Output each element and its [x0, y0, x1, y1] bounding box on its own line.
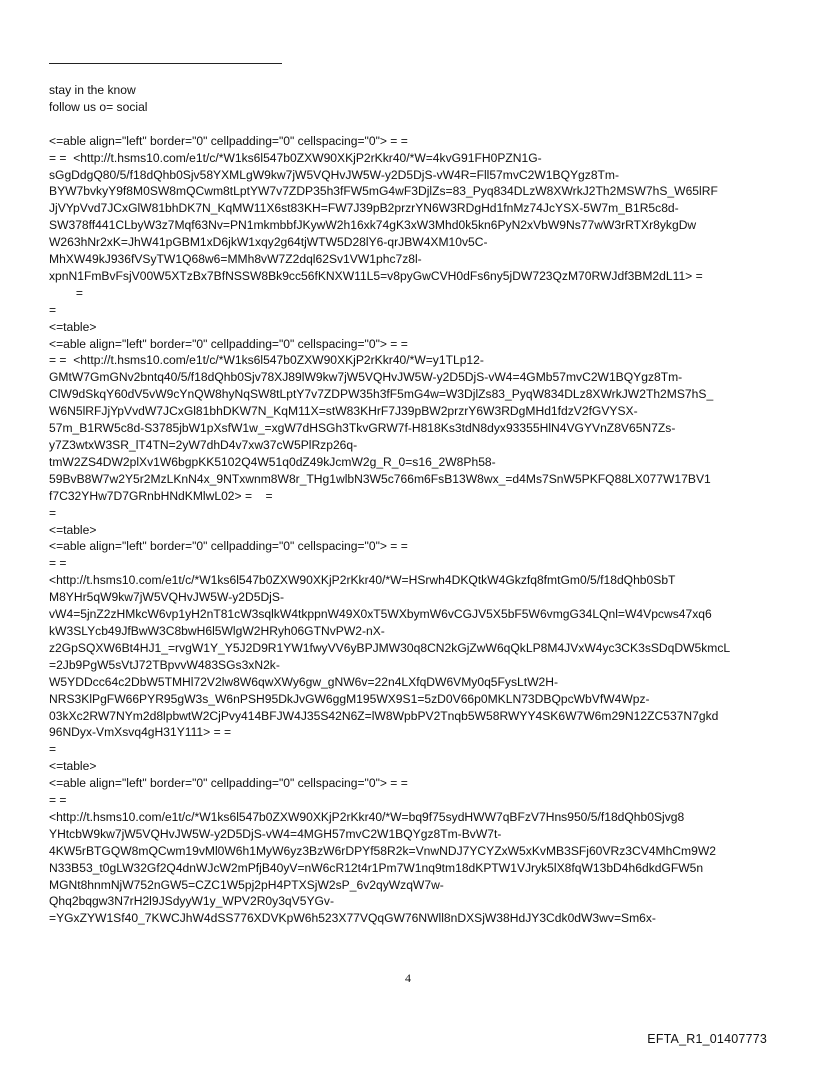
body-line: <=table>: [49, 759, 97, 774]
body-line: YHtcbW9kw7jW5VQHvJW5W-y2D5DjS-vW4=4MGH57mvC2W1BQYgz8Tm-BvW7t-: [49, 826, 502, 841]
body-line: y7Z3wtxW3SR_lT4TN=2yW7dhD4v7xw37cW5PlRzp26q-: [49, 438, 358, 453]
body-line: f7C32YHw7D7GRnbHNdKMlwL02> = =: [49, 488, 273, 503]
body-line: =: [49, 742, 57, 757]
body-line: = = <http://t.hsms10.com/e1t/c/*W1ks6l547b0ZXW90XKjP2rKkr40/*W=y1TLp12-: [49, 353, 484, 368]
body-line: M8YHr5qW9kw7jW5VQHvJW5W-y2D5DjS-: [49, 590, 284, 605]
body-line: BYW7bvkyY9f8M0SW8mQCwm8tLptYW7v7ZDP35h3fFW5mG4wF3DjlZs=83_Pyq834DLzW8XWrkJ2Th2MSW7hS_W65lRF: [49, 184, 718, 199]
separator-rule: [49, 63, 282, 64]
body-line: NRS3KlPgFW66PYR95gW3s_W6nPSH95DkJvGW6ggM195WX9S1=5zD0V66p0MKLN73DBQpcWbVfW4Wpz-: [49, 691, 650, 706]
body-line: tmW2ZS4DW2plXv1W6bgpKK5102Q4W51q0dZ49kJcmW2g_R_0=s16_2W8Ph58-: [49, 454, 496, 469]
body-line: W263hNr2xK=JhW41pGBM1xD6jkW1xqy2g64tjWTW5D28lY6-qrJBW4XM10v5C-: [49, 235, 488, 250]
body-line: <=able align="left" border="0" cellpadding="0" cellspacing="0"> = =: [49, 539, 408, 554]
body-line: =: [49, 302, 57, 317]
email-body: [49, 82, 769, 927]
body-line: 4KW5rBTGQW8mQCwm19vMl0W6h1MyW6yz3BzW6rDPYf58R2k=VnwNDJ7YCYZxW5xKvMB3SFj60VRz3CV4MhCm9W2: [49, 843, 716, 858]
body-line: SW378ff441CLbyW3z7Mqf63Nv=PN1mkmbbfJKywW2h16xk74gK3xW3Mhd0k5kn6PyN2xVbW9Ns77wW3rRTXr8ykgDw: [49, 218, 697, 233]
body-line: = =: [49, 793, 67, 808]
body-line: kW3SLYcb49JfBwW3C8bwH6l5WlgW2HRyh06GTNvPW2-nX-: [49, 623, 385, 638]
body-line: <http://t.hsms10.com/e1t/c/*W1ks6l547b0ZXW90XKjP2rKkr40/*W=bq9f75sydHWW7qBFzV7Hns950/5/f18dQhb0Sjvg8: [49, 809, 685, 824]
body-line: =: [49, 505, 57, 520]
body-line: N33B53_t0gLW32Gf2Q4dnWJcW2mPfjB40yV=nW6cR12t4r1Pm7W1nq9tm18dKPTW1VJryk5lX8fqW13bD4h6dkdGFW5n: [49, 860, 704, 875]
body-line: stay in the know: [49, 83, 136, 97]
body-line: GMtW7GmGNv2bntq40/5/f18dQhb0Sjv78XJ89lW9kw7jW5VQHvJW5W-y2D5DjS-vW4=4GMb57mvC2W1BQYgz8Tm-: [49, 370, 683, 385]
body-line: = =: [49, 556, 67, 571]
body-line: <=able align="left" border="0" cellpadding="0" cellspacing="0"> = =: [49, 133, 408, 148]
document-id: EFTA_R1_01407773: [647, 1032, 767, 1046]
body-line: MGNt8hnmNjW752nGW5=CZC1W5pj2pH4PTXSjW2sP_6v2qyWzqW7w-: [49, 877, 444, 892]
body-line: =: [49, 285, 83, 300]
body-line: sGgDdgQ80/5/f18dQhb0Sjv58YXMLgW9kw7jW5VQHvJW5W-y2D5DjS-vW4R=Fll57mvC2W1BQYgz8Tm-: [49, 167, 620, 182]
body-line: <=able align="left" border="0" cellpadding="0" cellspacing="0"> = =: [49, 776, 408, 791]
body-line: ClW9dSkqY60dV5vW9cYnQW8hyNqSW8tLptY7v7ZDPW35h3fF5mG4w=W3DjlZs83_PyqW834DLz8XWrkJW2Th2MS7hS_: [49, 387, 714, 402]
body-line: =2Jb9PgW5sVtJ72TBpvvW483SGs3xN2k-: [49, 657, 280, 672]
body-line: W5YDDcc64c2DbW5TMHl72V2lw8W6qwXWy6gw_gNW6v=22n4LXfqDW6VMy0q5FysLtW2H-: [49, 674, 559, 689]
body-line: Qhq2bqgw3N7rH2l9JSdyyW1y_WPV2R0y3qV5YGv-: [49, 894, 335, 909]
body-line: 59BvB8W7w2Y5r2MzLKnN4x_9NTxwnm8W8r_THg1wlbN3W5c766m6FsB13W8wx_=d4Ms7SnW5PKFQ88LX077W17BV1: [49, 471, 711, 486]
body-line: = = <http://t.hsms10.com/e1t/c/*W1ks6l547b0ZXW90XKjP2rKkr40/*W=4kvG91FH0PZN1G-: [49, 150, 542, 165]
page-number: 4: [405, 971, 411, 985]
body-line: 03kXc2RW7NYm2d8lpbwtW2CjPvy414BFJW4J35S42N6Z=lW8WpbPV2Tnqb5W58RWYY4SK6W7W6m29N12ZC537N7gkd: [49, 708, 719, 723]
body-line: 96NDyx-VmXsvq4gH31Y111> = =: [49, 725, 232, 740]
body-line: vW4=5jnZ2zHMkcW6vp1yH2nT81cW3sqlkW4tkppnW49X0xT5WXbymW6vCGJV5X5bF5W6vmgG34LQnl=W4Vpcws47xq6: [49, 607, 712, 622]
body-line: 57m_B1RW5c8d-S3785jbW1pXsfW1w_=xgW7dHSGh3TkvGRW7f-H818Ks3tdN8dyx93355HlN4VGYVnZ8V65N7Zs-: [49, 421, 676, 436]
body-line: xpnN1FmBvFsjV00W5XTzBx7BfNSSW8Bk9cc56fKNXW11L5=v8pyGwCVH0dFs6ny5jDW723QzM70RWJdf3BM2dL11> =: [49, 268, 703, 283]
body-line: <=table>: [49, 522, 97, 537]
body-line: <=table>: [49, 319, 97, 334]
body-line: W6N5lRFJjYpVvdW7JCxGl81bhDKW7N_KqM11X=stW83KHrF7J39pBW2przrY6W3RDgMHd1fdzV2fGVYSX-: [49, 404, 638, 419]
body-line: [49, 116, 769, 133]
body-line: =YGxZYW1Sf40_7KWCJhW4dSS776XDVKpW6h523X77VQqGW76NWll8nDXSjW38HdJY3Cdk0dW3wv=Sm6x-: [49, 911, 656, 926]
body-line: follow us o= social: [49, 99, 148, 114]
body-line: MhXW49kJ936fVSyTW1Q68w6=MMh8vW7Z2dql62Sv1VW1phc7z8l-: [49, 252, 422, 267]
body-line: <http://t.hsms10.com/e1t/c/*W1ks6l547b0ZXW90XKjP2rKkr40/*W=HSrwh4DKQtkW4Gkzfq8fmtGm0/5/f18dQhb0SbT: [49, 573, 676, 588]
body-line: z2GpSQXW6Bt4HJ1_=rvgW1Y_Y5J2D9R1YW1fwyVV6yBPJMW30q8CN2kGjZwW6qQkLP8M4JVxW4yc3CK3sSDqDW5kmcL: [49, 640, 731, 655]
body-line: JjVYpVvd7JCxGlW81bhDK7N_KqMW11X6st83KH=FW7J39pB2przrYN6W3RDgHd1fnMz74JcYSX-5W7m_B1R5c8d-: [49, 201, 679, 216]
body-line: <=able align="left" border="0" cellpadding="0" cellspacing="0"> = =: [49, 336, 408, 351]
